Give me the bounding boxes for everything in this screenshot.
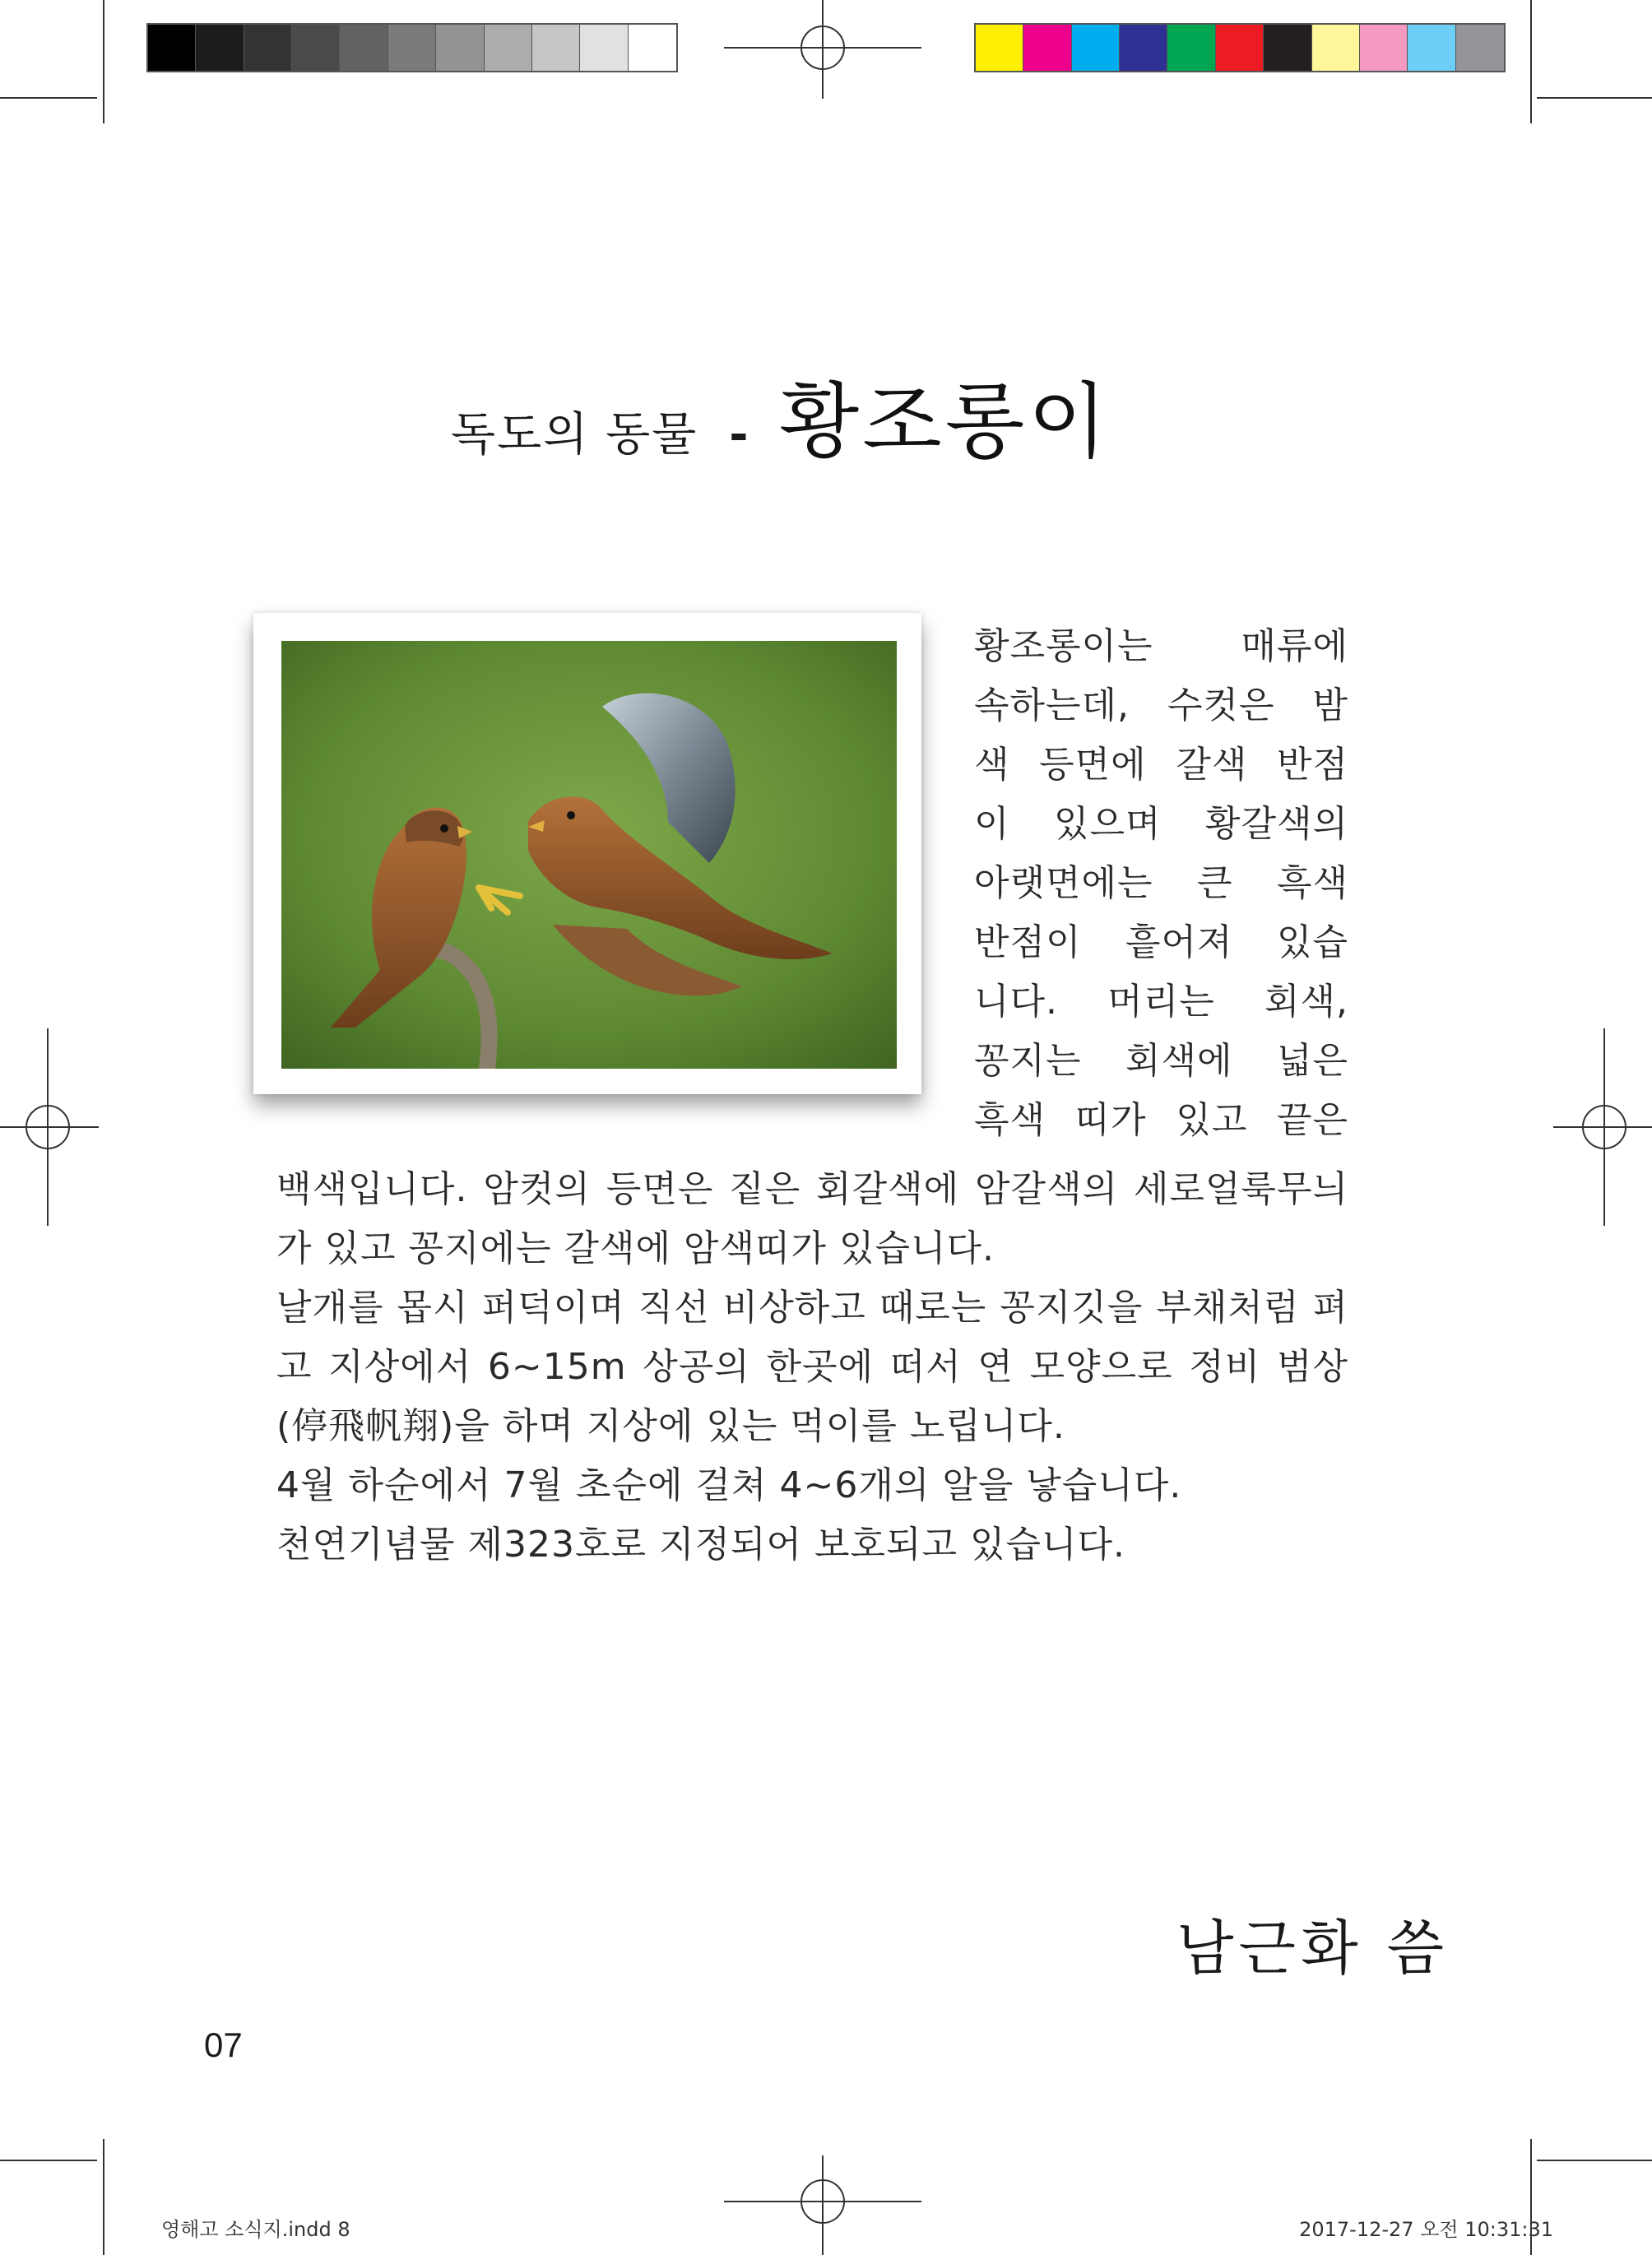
registration-mark-icon — [1553, 1028, 1652, 1226]
calibration-swatch — [292, 25, 340, 71]
article-paragraph: 날개를 몹시 퍼덕이며 직선 비상하고 때로는 꽁지깃을 부채처럼 펴고 지상에서 6~15m 상공의 한곳에 떠서 연 모양으로 정비 범상(停飛帆翔)을 하며 지상에 있는 먹이를 노립니다. — [276, 1287, 1348, 1447]
kestrel-photo — [281, 641, 897, 1069]
calibration-swatch — [388, 25, 436, 71]
article-line: 황조롱이는 매류에 — [974, 625, 1348, 667]
calibration-swatch — [340, 25, 387, 71]
calibration-swatch — [1456, 25, 1504, 71]
article-paragraph: 천연기념물 제323호로 지정되어 보호되고 있습니다. — [276, 1524, 1125, 1566]
article-line: 아랫면에는 큰 흑색 — [974, 862, 1348, 904]
calibration-swatch — [196, 25, 244, 71]
crop-mark — [103, 2139, 104, 2255]
crop-mark — [0, 97, 97, 99]
calibration-swatch — [1167, 25, 1215, 71]
color-calibration-bar — [974, 23, 1506, 72]
calibration-swatch — [1072, 25, 1120, 71]
calibration-swatch — [1408, 25, 1455, 71]
calibration-swatch — [580, 25, 628, 71]
title-prefix: 독도의 동물 — [451, 408, 698, 462]
calibration-swatch — [485, 25, 532, 71]
calibration-swatch — [976, 25, 1023, 71]
page-number: 07 — [204, 2025, 243, 2064]
registration-mark-icon — [0, 1028, 99, 1226]
article-line: 흑색 띠가 있고 끝은 — [974, 1099, 1348, 1141]
crop-mark — [1530, 0, 1532, 123]
calibration-swatch — [1023, 25, 1071, 71]
registration-mark-icon — [724, 0, 921, 99]
page-title — [451, 355, 1191, 470]
article-line: 꽁지는 회색에 넓은 — [974, 1040, 1348, 1082]
article-line: 반점이 흩어져 있습 — [974, 921, 1348, 963]
calibration-swatch — [1216, 25, 1264, 71]
kestrel-icon — [281, 641, 897, 1069]
calibration-swatch — [629, 25, 676, 71]
calibration-swatch — [148, 25, 196, 71]
article-line: 이 있으며 황갈색의 — [974, 803, 1348, 845]
photo-frame — [253, 613, 921, 1094]
calibration-swatch — [1264, 25, 1311, 71]
article-paragraph: 4월 하순에서 7월 초순에 걸쳐 4~6개의 알을 낳습니다. — [276, 1464, 1182, 1506]
crop-mark — [0, 2160, 97, 2161]
crop-mark — [1537, 97, 1652, 99]
article-line: 색 등면에 갈색 반점 — [974, 744, 1348, 786]
print-slug-filename: 영해고 소식지.indd 8 — [161, 2218, 350, 2241]
crop-mark — [103, 0, 104, 123]
registration-mark-icon — [724, 2155, 921, 2255]
author-signature: 남근화 씀 — [1176, 1914, 1450, 1983]
title-separator: - — [729, 408, 749, 462]
calibration-swatch — [436, 25, 484, 71]
article-paragraph: 백색입니다. 암컷의 등면은 짙은 회갈색에 암갈색의 세로얼룩무늬가 있고 꽁지에는 갈색에 암색띠가 있습니다. — [276, 1168, 1348, 1269]
article-body — [276, 1160, 1348, 1575]
article-line: 니다. 머리는 회색, — [974, 981, 1348, 1023]
calibration-swatch — [1360, 25, 1408, 71]
calibration-swatch — [1120, 25, 1167, 71]
crop-mark — [1537, 2160, 1652, 2161]
calibration-swatch — [244, 25, 292, 71]
article-side-column — [974, 617, 1348, 1150]
article-line: 속하는데, 수컷은 밤 — [974, 684, 1348, 726]
title-main: 황조롱이 — [779, 374, 1111, 470]
grayscale-calibration-bar — [146, 23, 678, 72]
calibration-swatch — [1312, 25, 1360, 71]
print-slug-timestamp: 2017-12-27 오전 10:31:31 — [1299, 2218, 1553, 2241]
calibration-swatch — [532, 25, 580, 71]
